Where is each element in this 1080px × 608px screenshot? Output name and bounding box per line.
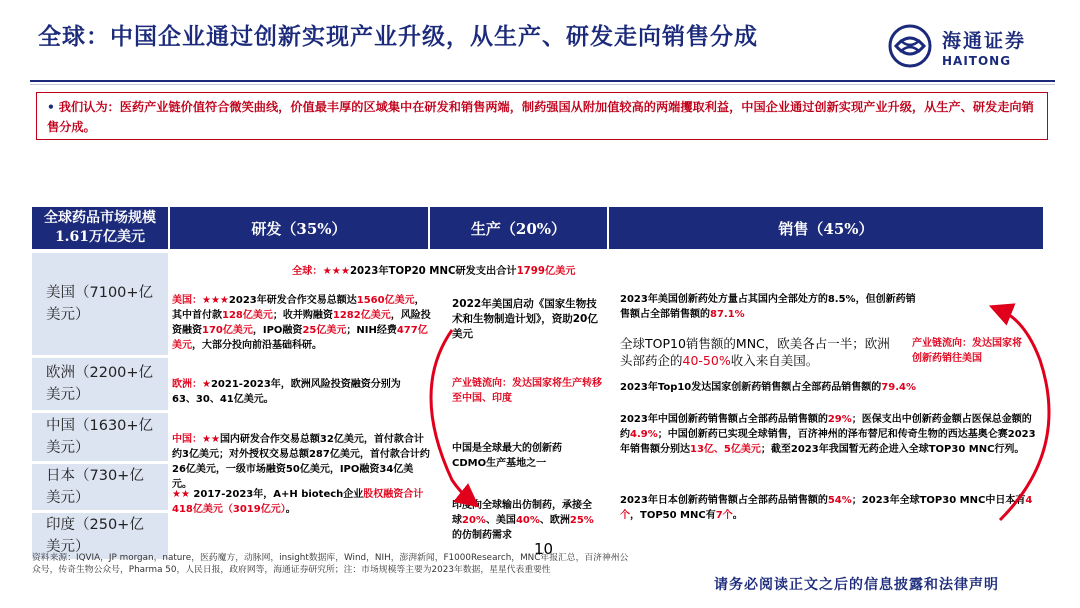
haitong-logo-icon	[888, 24, 932, 68]
rd-us-note: 美国：★★★2023年研发合作交易总额达1560亿美元，其中首付款128亿美元；收并购融资1282亿美元，风险投资融资170亿美元，IPO融资25亿美元；NIH经费477亿美元，大部分投向前沿基础科研。	[172, 295, 431, 351]
summary-box	[36, 92, 1048, 140]
sales-flow-note: 产业链流向：发达国家将创新药销往美国	[912, 338, 1022, 364]
market-cn: 中国（1630+亿美元）	[32, 413, 168, 461]
logo-english-text: HAITONG	[942, 54, 1012, 68]
haitong-logo	[888, 24, 1048, 72]
header-production: 生产（20%）	[430, 207, 607, 249]
source-note: 资料来源：IQVIA，JP morgan，nature，医药魔方，动脉网，insight数据库，Wind，NIH，澎湃新闻，F1000Research，MNC年报汇总，百济神州公众号，传奇生物公众号，Pharma 50，人民日报，政府网等，海通证券研究所；注：市场规模等主要为2023年数据，星星代表重要性	[32, 553, 629, 575]
header-market-size: 全球药品市场规模1.61万亿美元	[32, 207, 168, 249]
production-us-plan: 2022年美国启动《国家生物技术和生物制造计划》，资助20亿美元	[452, 298, 598, 340]
rd-eu-note: 欧洲：★2021-2023年，欧洲风险投资融资分别为63、30、41亿美元。	[172, 379, 401, 405]
importance-stars: ★	[202, 379, 211, 390]
sales-us-note: 2023年美国创新药处方量占其国内全部处方的8.5%，但创新药销售额占全部销售额的87.1%	[620, 294, 916, 320]
importance-stars: ★★	[202, 434, 220, 445]
market-us: 美国（7100+亿美元）	[32, 253, 168, 355]
sales-china-note: 2023年中国创新药销售额占全部药品销售额的29%；医保支出中创新药金额占医保总金额的约4.9%；中国创新药已实现全球销售，百济神州的泽布替尼和传奇生物的西达基奥仑赛2023年销售额分别达13亿、5亿美元；截至2023年我国暂无药企进入全球TOP30 MNC行列。	[620, 414, 1036, 455]
production-flow-note: 产业链流向：发达国家将生产转移至中国、印度	[452, 378, 602, 404]
market-in: 印度（250+亿美元）	[32, 513, 168, 559]
logo-chinese-text: 海通证券	[942, 30, 1027, 52]
rd-cn-note: 中国：★★国内研发合作交易总额32亿美元，首付款合计约3亿美元；对外授权交易总额287亿美元，首付款合计约26亿美元，一级市场融资50亿美元，IPO融资34亿美元。	[172, 434, 430, 490]
summary-text: 我们认为：医药产业链价值符合微笑曲线，价值最丰厚的区域集中在研发和销售两端，制药强国从附加值较高的两端攫取利益，中国企业通过创新实现产业升级，从生产、研发走向销售分成。	[47, 100, 1034, 134]
sales-mnc-note: 全球TOP10销售额的MNC，欧美各占一半；欧洲头部药企的40-50%收入来自美国。	[620, 336, 890, 368]
rd-cn-biotech-note: ★★ 2017-2023年，A+H biotech企业股权融资合计418亿美元（3019亿元）。	[172, 489, 424, 515]
importance-stars: ★★★	[322, 266, 350, 277]
disclaimer-link[interactable]: 请务必阅读正文之后的信息披露和法律声明	[714, 577, 999, 593]
production-india-generics: 印度向全球输出仿制药，承接全球20%、美国40%、欧洲25%的仿制药需求	[452, 500, 594, 541]
summary-bullet: •	[47, 100, 55, 114]
production-flow-arrow	[431, 330, 470, 500]
page-number: 10	[534, 540, 554, 558]
market-eu: 欧洲（2200+亿美元）	[32, 358, 168, 410]
header-divider-thin	[30, 84, 1055, 85]
production-china-cdmo: 中国是全球最大的创新药CDMO生产基地之一	[452, 443, 562, 469]
importance-stars: ★★	[172, 489, 190, 500]
header-sales: 销售（45%）	[609, 207, 1043, 249]
header-rd: 研发（35%）	[170, 207, 428, 249]
sales-top10-note: 2023年Top10发达国家创新药销售额占全部药品销售额的79.4%	[620, 382, 916, 393]
rd-global-note: 全球：★★★2023年TOP20 MNC研发支出合计1799亿美元	[292, 266, 576, 277]
header-divider	[30, 80, 1055, 82]
market-jp: 日本（730+亿美元）	[32, 464, 168, 510]
importance-stars: ★★★	[202, 295, 229, 306]
page-title: 全球：中国企业通过创新实现产业升级，从生产、研发走向销售分成	[38, 23, 758, 50]
sales-japan-note: 2023年日本创新药销售额占全部药品销售额的54%；2023年全球TOP30 MNC中日本有4个，TOP50 MNC有7个。	[620, 495, 1033, 521]
